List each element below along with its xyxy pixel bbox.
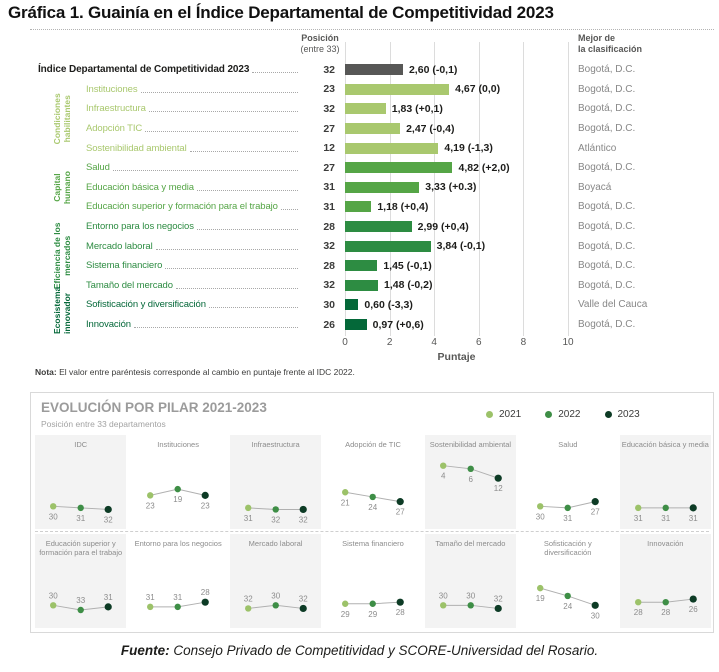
score-label: 4,82 (+2,0) bbox=[458, 161, 510, 174]
dotted-leader bbox=[165, 268, 298, 269]
position-value: 28 bbox=[323, 259, 335, 272]
evolution-point-label: 24 bbox=[368, 502, 378, 512]
evolution-point-label: 4 bbox=[440, 471, 446, 481]
x-axis-tick: 0 bbox=[342, 337, 348, 348]
evolution-point-label: 31 bbox=[633, 513, 643, 523]
source-caption bbox=[0, 643, 719, 658]
pillar-row bbox=[30, 295, 714, 315]
evolution-point-label: 31 bbox=[146, 592, 156, 602]
evolution-point-2023 bbox=[105, 603, 112, 610]
evolution-point-2021 bbox=[245, 605, 251, 611]
evolution-point-2021 bbox=[342, 489, 348, 495]
evolution-point-label: 24 bbox=[563, 601, 573, 611]
best-department-label: Bogotá, D.C. bbox=[578, 319, 636, 331]
best-department-label: Bogotá, D.C. bbox=[578, 103, 636, 115]
page-title: Gráfica 1. Guainía en el Índice Departamental de Competitividad 2023 bbox=[8, 3, 554, 22]
best-column-header bbox=[578, 33, 642, 55]
evolution-point-2023 bbox=[592, 498, 599, 505]
evolution-point-2023 bbox=[689, 595, 696, 602]
pillar-row bbox=[30, 60, 714, 80]
position-value: 32 bbox=[323, 63, 335, 76]
chart-note bbox=[35, 367, 355, 377]
evolution-point-2021 bbox=[440, 462, 446, 468]
mini-line-chart bbox=[230, 556, 321, 627]
dotted-leader bbox=[149, 111, 298, 112]
mini-line-chart bbox=[620, 556, 711, 627]
evolution-point-label: 30 bbox=[590, 611, 600, 621]
mini-chart-title: Educación básica y media bbox=[621, 440, 709, 449]
mini-chart bbox=[230, 435, 321, 529]
evolution-point-label: 32 bbox=[298, 515, 308, 525]
mini-chart bbox=[522, 534, 613, 628]
evolution-point-label: 28 bbox=[633, 608, 643, 618]
pillar-label: Mercado laboral bbox=[86, 240, 153, 252]
dotted-leader bbox=[141, 92, 298, 93]
position-value: 30 bbox=[323, 298, 335, 311]
best-department-label: Bogotá, D.C. bbox=[578, 83, 636, 95]
pillar-row bbox=[30, 158, 714, 178]
best-department-label: Bogotá, D.C. bbox=[578, 260, 636, 272]
mini-line-chart bbox=[620, 457, 711, 528]
mini-chart bbox=[132, 435, 223, 529]
score-label: 1,48 (-0,2) bbox=[384, 279, 433, 292]
dotted-leader bbox=[252, 72, 298, 73]
pillar-label: Innovación bbox=[86, 319, 131, 331]
evolution-point-2022 bbox=[78, 607, 84, 613]
best-department-label: Bogotá, D.C. bbox=[578, 162, 636, 174]
bar-chart-rows bbox=[30, 60, 714, 335]
evolution-point-2021 bbox=[147, 604, 153, 610]
evolution-point-2022 bbox=[662, 505, 668, 511]
score-bar bbox=[345, 319, 367, 330]
mini-chart-title: Sofisticación y diversificación bbox=[543, 539, 592, 557]
legend-label-2021: 2021 bbox=[499, 409, 522, 420]
best-department-label: Bogotá, D.C. bbox=[578, 240, 636, 252]
best-department-label: Boyacá bbox=[578, 181, 612, 193]
pillar-row bbox=[30, 119, 714, 139]
evolution-point-2023 bbox=[592, 602, 599, 609]
x-axis-tick: 6 bbox=[476, 337, 482, 348]
evolution-point-label: 31 bbox=[243, 513, 253, 523]
note-text: El valor entre paréntesis corresponde al cambio en puntaje frente al IDC 2022. bbox=[56, 367, 355, 377]
legend-dot-2022-icon bbox=[545, 411, 552, 418]
evolution-point-label: 12 bbox=[493, 484, 503, 494]
x-axis-tick: 10 bbox=[562, 337, 574, 348]
mini-line-chart bbox=[132, 457, 223, 528]
evolution-point-label: 30 bbox=[48, 512, 58, 522]
score-label: 0,60 (-3,3) bbox=[364, 298, 413, 311]
mini-chart bbox=[35, 534, 126, 628]
evolution-point-2022 bbox=[175, 486, 181, 492]
evolution-point-label: 32 bbox=[298, 594, 308, 604]
position-header-line1: Posición bbox=[301, 33, 339, 43]
evolution-point-2023 bbox=[299, 605, 306, 612]
score-label: 3,33 (+0.3) bbox=[425, 181, 477, 194]
mini-chart-title: Adopción de TIC bbox=[345, 440, 401, 449]
score-label: 2,60 (-0,1) bbox=[408, 63, 458, 76]
x-axis-tick: 4 bbox=[431, 337, 437, 348]
score-bar bbox=[345, 143, 438, 154]
score-bar bbox=[345, 280, 378, 291]
evolution-point-label: 28 bbox=[660, 608, 670, 618]
evolution-panel bbox=[30, 392, 714, 633]
position-value: 27 bbox=[323, 161, 335, 174]
score-bar bbox=[345, 299, 358, 310]
mini-chart bbox=[230, 534, 321, 628]
pillar-row bbox=[30, 80, 714, 100]
mini-line-chart bbox=[230, 457, 321, 528]
score-bar bbox=[345, 241, 431, 252]
position-header-line2: (entre 33) bbox=[300, 44, 340, 54]
mini-line-chart bbox=[132, 556, 223, 627]
evolution-point-label: 31 bbox=[660, 513, 670, 523]
position-value: 32 bbox=[323, 240, 335, 253]
mini-chart-title: Tamaño del mercado bbox=[435, 539, 506, 548]
score-bar bbox=[345, 64, 403, 75]
dotted-leader bbox=[134, 327, 298, 328]
evolution-point-label: 29 bbox=[341, 609, 350, 619]
evolution-point-label: 32 bbox=[243, 594, 253, 604]
legend-item-2022 bbox=[545, 409, 580, 420]
dotted-leader bbox=[209, 307, 298, 308]
best-header-line1: Mejor de bbox=[578, 33, 616, 43]
legend-item-2021 bbox=[486, 409, 521, 420]
pillar-label: Sofisticación y diversificación bbox=[86, 299, 206, 311]
evolution-point-label: 31 bbox=[688, 513, 698, 523]
evolution-point-label: 21 bbox=[341, 498, 350, 508]
best-department-label: Bogotá, D.C. bbox=[578, 221, 636, 233]
position-value: 26 bbox=[323, 318, 335, 331]
evolution-point-label: 30 bbox=[465, 591, 475, 601]
evolution-point-2023 bbox=[202, 599, 209, 606]
evolution-point-2022 bbox=[78, 505, 84, 511]
evolution-point-2022 bbox=[565, 505, 571, 511]
position-value: 32 bbox=[323, 279, 335, 292]
position-value: 31 bbox=[323, 200, 335, 213]
score-label: 1,83 (+0,1) bbox=[391, 102, 443, 115]
mini-chart-title: Educación superior y formación para el trabajo bbox=[39, 539, 123, 557]
score-bar bbox=[345, 260, 377, 271]
score-label: 0,97 (+0,6) bbox=[372, 318, 424, 331]
idc-bar-chart bbox=[30, 29, 714, 385]
evolution-point-2021 bbox=[635, 599, 641, 605]
dotted-leader bbox=[176, 288, 298, 289]
mini-chart bbox=[132, 534, 223, 628]
mini-chart-title: Sostenibilidad ambiental bbox=[429, 440, 512, 449]
pillar-row bbox=[30, 276, 714, 296]
mini-line-chart bbox=[35, 556, 126, 627]
score-bar bbox=[345, 221, 412, 232]
mini-line-chart bbox=[35, 457, 126, 528]
mini-line-chart bbox=[522, 457, 613, 528]
source-label: Fuente: bbox=[120, 643, 170, 658]
best-department-label: Atlántico bbox=[578, 142, 617, 154]
evolution-point-label: 6 bbox=[468, 474, 473, 484]
mini-chart bbox=[620, 534, 711, 628]
evolution-point-2021 bbox=[245, 505, 251, 511]
score-label: 2,99 (+0,4) bbox=[417, 220, 469, 233]
mini-chart bbox=[620, 435, 711, 529]
score-bar bbox=[345, 201, 371, 212]
mini-chart-title: Infraestructura bbox=[251, 440, 300, 449]
evolution-point-label: 31 bbox=[173, 592, 183, 602]
evolution-point-2023 bbox=[397, 498, 404, 505]
evolution-point-2023 bbox=[299, 506, 306, 513]
evolution-subtitle: Posición entre 33 departamentos bbox=[41, 419, 166, 429]
evolution-point-2022 bbox=[272, 506, 278, 512]
evolution-point-2023 bbox=[494, 605, 501, 612]
evolution-point-2023 bbox=[397, 599, 404, 606]
evolution-point-2022 bbox=[370, 601, 376, 607]
score-label: 2,47 (-0,4) bbox=[406, 122, 455, 135]
evolution-point-label: 28 bbox=[396, 608, 405, 618]
position-value: 27 bbox=[323, 122, 335, 135]
best-department-label: Bogotá, D.C. bbox=[578, 279, 636, 291]
position-value: 32 bbox=[323, 102, 335, 115]
mini-chart-title: Sistema financiero bbox=[342, 539, 404, 548]
evolution-point-label: 19 bbox=[173, 495, 183, 505]
evolution-point-2023 bbox=[202, 492, 209, 499]
pillar-label: Tamaño del mercado bbox=[86, 279, 173, 291]
position-value: 12 bbox=[323, 142, 335, 155]
evolution-point-2022 bbox=[370, 494, 376, 500]
evolution-point-label: 32 bbox=[271, 515, 281, 525]
source-text: Consejo Privado de Competitividad y SCORE-Universidad del Rosario. bbox=[169, 643, 599, 658]
evolution-point-label: 27 bbox=[396, 507, 405, 517]
evolution-legend bbox=[486, 409, 640, 420]
evolution-point-label: 27 bbox=[590, 507, 600, 517]
legend-label-2022: 2022 bbox=[558, 409, 581, 420]
position-column-header bbox=[282, 33, 358, 55]
score-bar bbox=[345, 162, 452, 173]
pillar-row bbox=[30, 315, 714, 335]
score-label: 4,67 (0,0) bbox=[455, 83, 501, 96]
dotted-leader bbox=[145, 131, 298, 132]
evolution-point-2021 bbox=[50, 503, 56, 509]
mini-chart bbox=[35, 435, 126, 529]
legend-label-2023: 2023 bbox=[617, 409, 640, 420]
score-bar bbox=[345, 182, 419, 193]
evolution-point-label: 32 bbox=[493, 594, 503, 604]
pillar-label: Entorno para los negocios bbox=[86, 221, 194, 233]
best-department-label: Bogotá, D.C. bbox=[578, 201, 636, 213]
pillar-label: Índice Departamental de Competitividad 2023 bbox=[38, 64, 250, 76]
pillar-row bbox=[30, 138, 714, 158]
mini-grid-row-divider bbox=[35, 531, 709, 532]
mini-line-chart bbox=[327, 457, 418, 528]
position-value: 23 bbox=[323, 83, 335, 96]
evolution-point-label: 23 bbox=[201, 501, 211, 511]
pillar-label: Adopción TIC bbox=[86, 123, 143, 135]
score-label: 4,19 (-1,3) bbox=[444, 142, 493, 155]
legend-dot-2021-icon bbox=[486, 411, 493, 418]
pillar-row bbox=[30, 236, 714, 256]
evolution-title: EVOLUCIÓN POR PILAR 2021-2023 bbox=[41, 400, 267, 415]
evolution-point-2021 bbox=[50, 602, 56, 608]
note-label: Nota: bbox=[35, 367, 57, 377]
evolution-point-2023 bbox=[494, 475, 501, 482]
evolution-point-2022 bbox=[467, 466, 473, 472]
best-department-label: Valle del Cauca bbox=[578, 299, 648, 311]
evolution-point-label: 30 bbox=[271, 591, 281, 601]
evolution-point-label: 28 bbox=[201, 588, 211, 598]
mini-chart bbox=[327, 534, 418, 628]
evolution-point-label: 32 bbox=[103, 515, 113, 525]
mini-chart-title: Entorno para los negocios bbox=[134, 539, 222, 548]
legend-dot-2023-icon bbox=[605, 411, 612, 418]
position-value: 31 bbox=[323, 181, 335, 194]
pillar-label: Sostenibilidad ambiental bbox=[86, 142, 187, 154]
evolution-point-label: 30 bbox=[438, 591, 448, 601]
evolution-point-label: 33 bbox=[76, 596, 86, 605]
x-axis-tick: 2 bbox=[386, 337, 393, 348]
evolution-point-label: 31 bbox=[103, 592, 113, 602]
score-label: 1,18 (+0,4) bbox=[377, 200, 429, 213]
pillar-row bbox=[30, 178, 714, 198]
evolution-point-label: 31 bbox=[563, 513, 573, 523]
pillar-label: Infraestructura bbox=[86, 103, 146, 115]
pillar-label: Sistema financiero bbox=[86, 260, 163, 272]
pillar-label: Instituciones bbox=[86, 83, 138, 95]
mini-chart-title: IDC bbox=[74, 440, 88, 449]
group-label: Condiciones habilitantes bbox=[52, 93, 72, 145]
evolution-point-2021 bbox=[147, 492, 153, 498]
score-bar bbox=[345, 103, 386, 114]
evolution-point-2022 bbox=[175, 604, 181, 610]
mini-chart bbox=[522, 435, 613, 529]
score-bar bbox=[345, 84, 449, 95]
pillar-label: Educación superior y formación para el trabajo bbox=[86, 201, 278, 213]
mini-chart-title: Innovación bbox=[647, 539, 684, 548]
evolution-point-2022 bbox=[662, 599, 668, 605]
evolution-point-label: 23 bbox=[146, 501, 156, 511]
group-label: Capital humano bbox=[52, 170, 72, 204]
pillar-row bbox=[30, 256, 714, 276]
dotted-leader bbox=[197, 229, 298, 230]
mini-line-chart bbox=[522, 556, 613, 627]
mini-chart-title: Mercado laboral bbox=[248, 539, 303, 548]
evolution-point-2021 bbox=[537, 503, 543, 509]
legend-item-2023 bbox=[605, 409, 640, 420]
mini-chart bbox=[425, 534, 516, 628]
x-axis-title: Puntaje bbox=[437, 351, 476, 363]
mini-line-chart bbox=[425, 457, 516, 528]
pillar-row bbox=[30, 217, 714, 237]
dotted-leader bbox=[281, 209, 298, 210]
score-label: 3,84 (-0,1) bbox=[436, 240, 486, 253]
evolution-point-label: 30 bbox=[535, 512, 545, 522]
evolution-point-label: 29 bbox=[368, 609, 378, 619]
evolution-point-label: 19 bbox=[535, 594, 545, 604]
mini-chart-title: Salud bbox=[558, 440, 578, 449]
mini-chart-title: Instituciones bbox=[157, 440, 199, 449]
best-header-line2: la clasificación bbox=[578, 44, 643, 54]
evolution-point-label: 30 bbox=[48, 591, 58, 601]
group-label: Ecosistema innovador bbox=[52, 287, 72, 335]
evolution-point-2023 bbox=[689, 504, 696, 511]
dotted-leader bbox=[197, 190, 298, 191]
evolution-point-2022 bbox=[565, 593, 571, 599]
group-label: Eficiencia de los mercados bbox=[52, 222, 72, 290]
evolution-point-label: 31 bbox=[76, 513, 86, 523]
pillar-label: Salud bbox=[86, 162, 110, 174]
score-label: 1,45 (-0,1) bbox=[383, 259, 432, 272]
evolution-point-label: 26 bbox=[688, 605, 698, 615]
evolution-point-2023 bbox=[105, 506, 112, 513]
mini-chart bbox=[425, 435, 516, 529]
evolution-point-2021 bbox=[537, 585, 543, 591]
mini-chart bbox=[327, 435, 418, 529]
score-bar bbox=[345, 123, 400, 134]
mini-line-chart bbox=[327, 556, 418, 627]
x-axis-tick: 8 bbox=[520, 337, 527, 348]
evolution-point-2022 bbox=[467, 602, 473, 608]
best-department-label: Bogotá, D.C. bbox=[578, 123, 636, 135]
dotted-leader bbox=[113, 170, 298, 171]
mini-line-chart bbox=[425, 556, 516, 627]
dotted-leader bbox=[156, 249, 298, 250]
evolution-point-2021 bbox=[440, 602, 446, 608]
position-value: 28 bbox=[323, 220, 335, 233]
evolution-point-2021 bbox=[342, 601, 348, 607]
pillar-label: Educación básica y media bbox=[86, 181, 194, 193]
evolution-point-2021 bbox=[635, 505, 641, 511]
evolution-point-2022 bbox=[272, 602, 278, 608]
dotted-leader bbox=[190, 151, 298, 152]
pillar-row bbox=[30, 99, 714, 119]
pillar-row bbox=[30, 197, 714, 217]
best-department-label: Bogotá, D.C. bbox=[578, 64, 636, 76]
